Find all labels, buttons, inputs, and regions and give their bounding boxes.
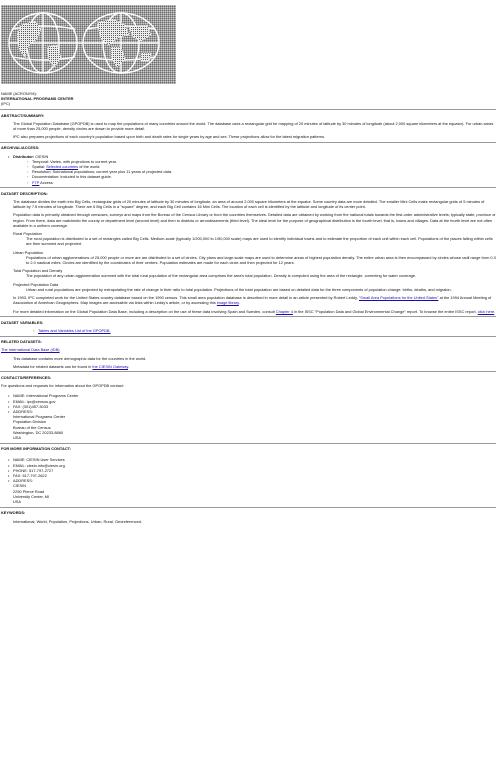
- divider: [0, 507, 496, 508]
- divider: [0, 316, 496, 317]
- distributor-item: [13, 154, 496, 185]
- documentation-item: ◦ Documentation: Included in this dataset guide.: [32, 174, 496, 179]
- period: .: [494, 308, 496, 314]
- issc-text-cont: in the ISSC "Population Data and Global Environmental Change" report. To browse the entire ISSC report,: [293, 308, 477, 314]
- address-line: Population Division: [13, 419, 47, 425]
- rural-population-title: Rural Population: [13, 231, 42, 237]
- organization-name: INTERNATIONAL PROGRAMS CENTER: [1, 96, 74, 102]
- dataset-description-heading: DATASET DESCRIPTION:: [1, 190, 48, 196]
- address-line: University Center, MI: [13, 493, 50, 499]
- address-line: USA: [13, 434, 21, 440]
- ciesin-gateway-link[interactable]: the CIESIN Gateway: [92, 363, 129, 369]
- address-line: Bureau of the Census: [13, 424, 51, 430]
- related-heading: RELATED DATASETS:: [1, 339, 42, 345]
- temporal-item: ◦ Temporal: Varies, with projections to current year.: [32, 159, 496, 164]
- contact-fax: • FAX: (301)457-3033: [13, 404, 496, 409]
- distributor-value: CIESIN: [35, 153, 49, 159]
- more-info-heading: FOR MORE INFORMATION CONTACT:: [1, 446, 71, 452]
- related-paragraph-1: This database contains more demographic data for the countries in the world.: [13, 355, 147, 361]
- divider: [0, 109, 496, 110]
- description-paragraph-2: Population data is primarily obtained through censuses, surveys and maps from the Bureau of the Census Library or from the countries themselves. Detailed data are obtained by working from the national totals towards the first-order administrative levels; typically state, province or region. From there, data are matchedto the county or department level (second level) and then to districts or arrondissements (third level). The ideal level for the purpose of geographical distribution is the fourth level, that is, towns and villages. Data at the fourth level are not often available in a uniform coverage.: [13, 212, 496, 228]
- small-area-populations-link[interactable]: "Small Area Populations for the United States": [358, 295, 439, 301]
- urban-population-body: Populations of urban agglomerations of 25,000 people or more are are distributed to a set of circles. City plans and large-scale maps are used to determine areas of highest population density. The entire urban area is then encompassed by circles whose radii range from 0.3 to 2.0 nautical miles. Circles are identified by the coordinates of their centers. Population estimates are made for each circle and then projected for 12 years.: [26, 254, 496, 266]
- total-population-title: Total Population and Density: [13, 268, 63, 274]
- address-line: CIESIN: [13, 483, 26, 489]
- divider: [0, 187, 496, 188]
- issc-text: For more detailed information on the Global Population Data Base, including a description on the use of these data involving Spain and Sweden, consult: [13, 308, 275, 314]
- description-paragraph-3: [0, 295, 496, 305]
- address-label: • ADDRESS:: [13, 478, 33, 484]
- more-info-email: • EMAIL: ciesin.info@ciesin.org: [13, 463, 496, 468]
- archival-list: [0, 154, 496, 185]
- period: .: [128, 363, 130, 369]
- total-population-body: The population of any urban agglomeration summed with the total rural population of the rectangular area comprises the area's total population. Density is computed using the area of the rectangle, correcting for water coverage.: [26, 273, 417, 279]
- related-link-row: [0, 347, 496, 352]
- contact-name: • NAME: International Programs Center: [13, 393, 496, 398]
- archival-sublist: [13, 159, 496, 185]
- address-line: International Programs Center: [13, 414, 66, 420]
- archival-heading: ARCHIVAL/ACCESS:: [1, 145, 40, 151]
- rural-population-body: The rural population is distributed to a set of rectangles called Big Cells. Medium-scale (typically 1/200,000 to 1/50,000 scale) maps are used to identify individual towns and to estimate the proportion of each unit within each cell. Populations of the places falling within cells are then summed and projected.: [26, 236, 493, 247]
- click-here-link[interactable]: click here: [477, 308, 495, 314]
- ftp-link[interactable]: FTP: [32, 179, 40, 185]
- abstract-heading: ABSTRACT/SUMMARY:: [1, 112, 45, 118]
- more-info-list: [0, 457, 496, 504]
- description-paragraph-4: [0, 309, 496, 314]
- period: .: [238, 300, 240, 306]
- leddy-text: In 1993, IPC completed work for the United States country database based on the 1990 census. This small area population database is described in more detail in an article presented by Robert Leddy,: [13, 295, 358, 301]
- abstract-paragraph-2: IPC also prepares projections of each country's population based upon birth and death rates for single years by age and sex. These projections allow for the latest migration patterns.: [13, 134, 326, 140]
- gateway-text: Metadata for related datasets can be found in: [13, 363, 92, 369]
- spatial-suffix: of the world.: [79, 164, 101, 170]
- address-line: 2250 Pierce Road: [13, 488, 45, 494]
- divider: [0, 336, 496, 337]
- variables-list: [0, 328, 496, 333]
- distributor-label: Distributor:: [13, 153, 35, 159]
- projected-population-title: Projected Population Data: [13, 281, 59, 287]
- contacts-heading: CONTACTS/REFERENCES:: [1, 374, 52, 380]
- selected-countries-link[interactable]: Selected countries: [46, 164, 79, 170]
- resolution-item: ◦ Resolution: Subnational populations; current year plus 11 years of projected data.: [32, 169, 496, 174]
- contact-address: [13, 409, 496, 440]
- address-line: Washington, DC 20233-8860: [13, 429, 64, 435]
- projected-population-body: Urban and rural populations are projected by extrapolating the rate of change in their ratio to total population. Projections of the total population are based on detailed data for the three components of population change: births, deaths, and migraion.: [26, 286, 452, 292]
- more-info-fax: • FAX: 517-797-2622: [13, 473, 496, 478]
- chapter-4-link[interactable]: Chapter 4: [275, 308, 293, 314]
- image-library-link[interactable]: image library: [216, 300, 239, 306]
- divider: [0, 142, 496, 143]
- description-paragraph-1: The database divides the earth into Big Cells, rectangular grids of 20 minutes of latitude by 30 minutes of longitude, an area of around 2,000 square kilometers at the equator. Some country data are more detailed. The smaller Mini Cells make rectangular grids of 5 minutes of latitude by 7.5 minutes of longitude. There are 6 Big Cells in a "square" degree, and each Big Cell contains 16 Mini Cells. The location of each cell is identified by the latitude and longitude of its center point.: [13, 199, 485, 210]
- contact-email: • EMAIL: ipc@census.gov: [13, 399, 496, 404]
- related-paragraph-2: [0, 364, 496, 369]
- more-info-address: [13, 478, 496, 504]
- ftp-suffix: Access.: [40, 179, 54, 185]
- address-label: • ADDRESS:: [13, 408, 33, 414]
- divider: [0, 371, 496, 372]
- variables-heading: DATASET VARIABLES:: [1, 319, 44, 325]
- divider: [0, 443, 496, 444]
- urban-population-title: Urban Population: [13, 249, 44, 255]
- contacts-intro: For questions and requests for information about the GPOPDB contact:: [1, 383, 124, 389]
- variables-item: [38, 328, 496, 333]
- name-label: NAME (ACRONYM):: [1, 91, 37, 96]
- idb-link[interactable]: The International Data Base (IDB): [1, 347, 60, 353]
- ftp-item: [32, 180, 496, 185]
- more-info-name: • NAME: CIESIN User Services: [13, 457, 496, 462]
- spatial-label: Spatial:: [32, 164, 45, 170]
- organization-acronym: (IPC): [1, 101, 11, 107]
- variables-list-link[interactable]: Tables and Variables List of the GPOPDB.: [38, 327, 111, 333]
- globe-logo: [1, 5, 176, 84]
- more-info-phone: • PHONE: 517-797-2727: [13, 468, 496, 473]
- address-line: USA: [13, 498, 21, 504]
- abstract-paragraph-1: The Global Population Database (GPOPDB) is used to map the populations of many countries around the world. The database uses a rectangular grid for mapping of 20 minutes of latitude by 30 minutes of longitude (about 2,000 square kilometers at the equator). For urban areas of more than 25,000 people, density circles are drawn to provide more detail.: [13, 120, 494, 132]
- name-block: [0, 91, 496, 107]
- keywords-heading: KEYWORDS:: [1, 510, 26, 516]
- leddy-text-cont: at the 1994 Annual Meeting of Association of American Geographers. Map images are accessible via links within Leddy's article, or by accessing this: [13, 295, 492, 306]
- keywords-text: International, World, Population, Projections, Urban, Rural, Georeferenced.: [13, 519, 143, 525]
- contacts-list: [0, 393, 496, 440]
